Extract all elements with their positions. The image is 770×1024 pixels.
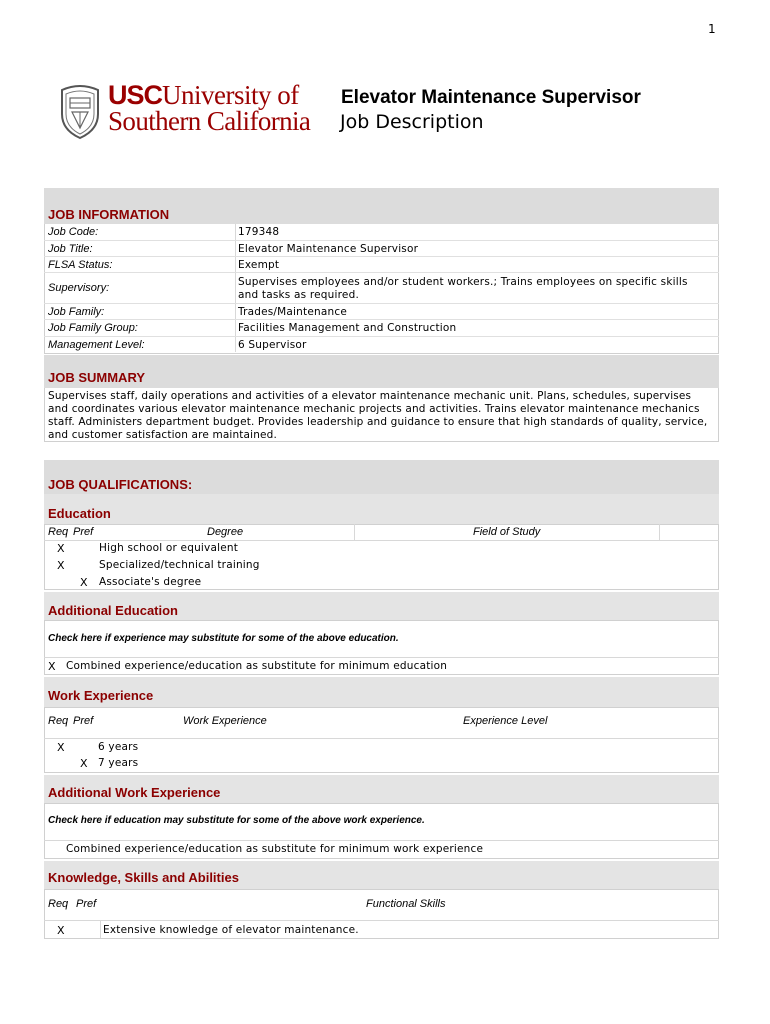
education-req-mark: X: [57, 542, 65, 555]
job-summary-text: Supervises staff, daily operations and activities of a elevator maintenance mechanic unit. Plans, schedules, supervises and coordinates various elevator maintenance mechanic projects and activities. Trains elevator maintenance mechanics staff. Administers department budget. Provides leadership and guidance to ensure that high standards of quality, service, and customer satisfaction are maintained.: [48, 390, 708, 441]
usc-seal-icon: [58, 84, 102, 140]
management-level-value: 6 Supervisor: [238, 339, 307, 351]
education-heading: Education: [48, 506, 111, 521]
page-number: 1: [708, 22, 716, 36]
management-level-label: Management Level:: [48, 339, 145, 351]
usc-logo: [58, 82, 328, 142]
job-family-value: Trades/Maintenance: [238, 306, 347, 318]
document-title: Elevator Maintenance Supervisor: [341, 87, 641, 108]
ksa-req-header: Req: [48, 898, 69, 910]
education-degree-header: Degree: [207, 526, 244, 538]
job-info-row: [44, 240, 719, 257]
substitute-education-label: Combined experience/education as substitute for minimum education: [66, 660, 448, 672]
job-info-row: [44, 224, 719, 240]
job-information-heading: JOB INFORMATION: [48, 207, 170, 222]
work-experience-value: 6 years: [98, 741, 139, 753]
education-pref-mark: X: [80, 576, 88, 589]
job-family-label: Job Family:: [48, 306, 105, 318]
education-degree: Specialized/technical training: [99, 559, 260, 571]
supervisory-label: Supervisory:: [48, 282, 110, 294]
job-family-group-value: Facilities Management and Construction: [238, 322, 457, 334]
supervisory-value: Supervises employees and/or student workers.; Trains employees on specific skills and tasks as required.: [238, 276, 688, 301]
work-req-header: Req: [48, 715, 69, 727]
work-req-mark: X: [57, 741, 65, 754]
work-experience-header: Work Experience: [183, 715, 267, 727]
ksa-heading: Knowledge, Skills and Abilities: [48, 870, 239, 885]
job-code-label: Job Code:: [48, 226, 99, 238]
education-req-mark: X: [57, 559, 65, 572]
logo-usc: USC: [108, 80, 163, 110]
work-experience-table: [44, 707, 719, 773]
additional-education-note: Check here if experience may substitute for some of the above education.: [48, 633, 399, 644]
education-pref-header: Pref: [73, 526, 94, 538]
ksa-skill: Extensive knowledge of elevator maintenance.: [103, 924, 359, 936]
job-title-value: Elevator Maintenance Supervisor: [238, 243, 419, 255]
job-info-row: [44, 336, 719, 354]
work-level-header: Experience Level: [463, 715, 548, 727]
ksa-pref-header: Pref: [76, 898, 97, 910]
education-req-header: Req: [48, 526, 69, 538]
flsa-status-label: FLSA Status:: [48, 259, 113, 271]
work-experience-heading: Work Experience: [48, 688, 154, 703]
work-pref-header: Pref: [73, 715, 94, 727]
ksa-req-mark: X: [57, 924, 65, 937]
flsa-status-value: Exempt: [238, 259, 280, 271]
substitute-education-checkbox[interactable]: X: [48, 660, 56, 673]
job-title-label: Job Title:: [48, 243, 93, 255]
document-subtitle: Job Description: [340, 111, 484, 133]
work-experience-value: 7 years: [98, 757, 139, 769]
logo-university-of: University of: [162, 80, 299, 110]
ksa-skills-header: Functional Skills: [366, 898, 446, 910]
job-info-row: [44, 319, 719, 337]
job-code-value: 179348: [238, 226, 280, 238]
job-info-row: [44, 256, 719, 273]
education-degree: Associate's degree: [99, 576, 202, 588]
work-pref-mark: X: [80, 757, 88, 770]
job-family-group-label: Job Family Group:: [48, 322, 138, 334]
additional-work-experience-note: Check here if education may substitute for some of the above work experience.: [48, 815, 425, 826]
job-qualifications-heading: JOB QUALIFICATIONS:: [48, 477, 193, 492]
education-degree: High school or equivalent: [99, 542, 239, 554]
job-summary-band: [44, 355, 719, 388]
education-band: [44, 494, 719, 524]
additional-work-experience-heading: Additional Work Experience: [48, 785, 221, 800]
logo-southern-california: Southern California: [108, 106, 311, 136]
job-summary-heading: JOB SUMMARY: [48, 370, 146, 385]
job-info-row: [44, 272, 719, 304]
job-info-row: [44, 303, 719, 320]
substitute-work-experience-label: Combined experience/education as substitute for minimum work experience: [66, 843, 484, 855]
education-field-header: Field of Study: [473, 526, 541, 538]
additional-education-heading: Additional Education: [48, 603, 178, 618]
